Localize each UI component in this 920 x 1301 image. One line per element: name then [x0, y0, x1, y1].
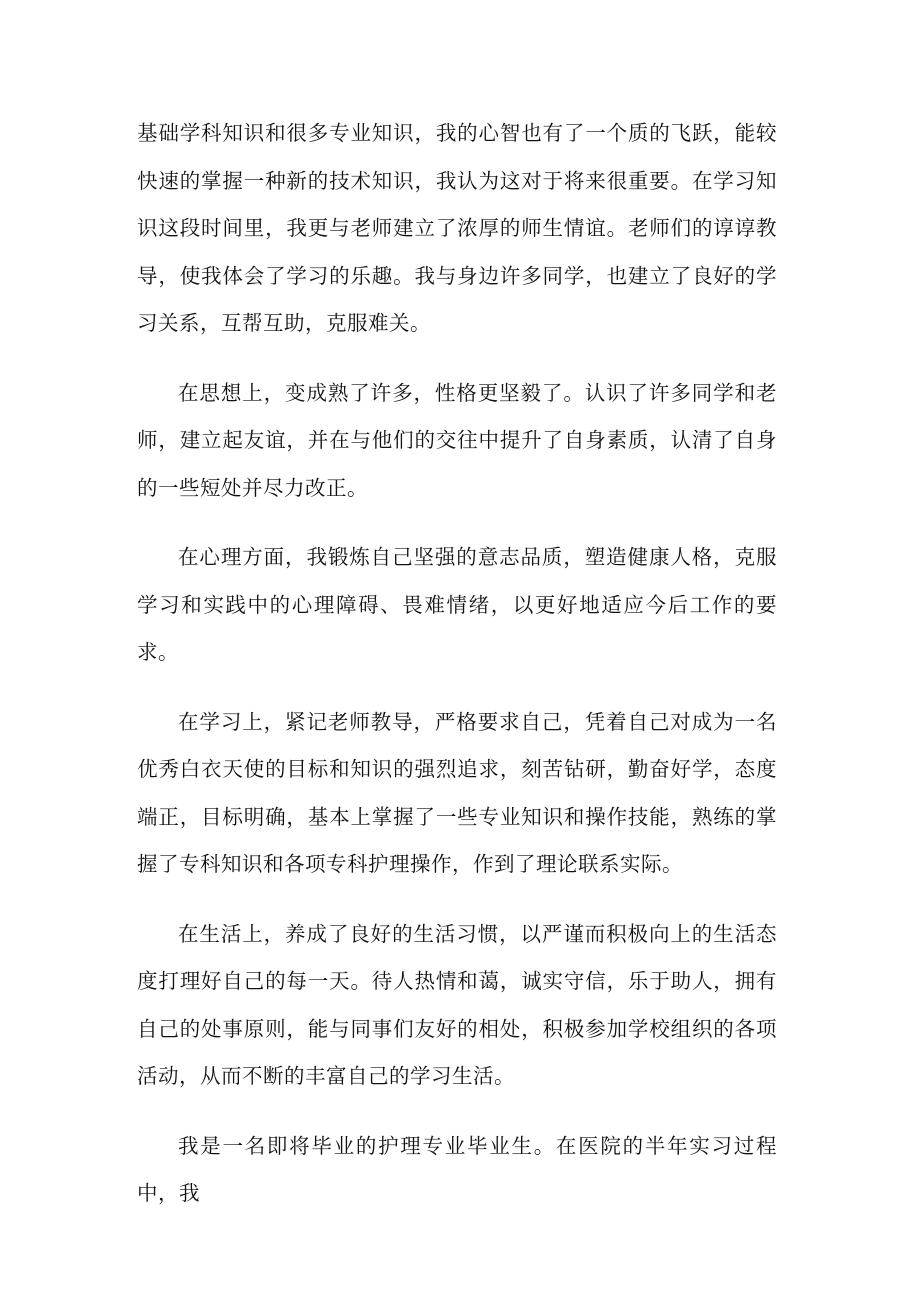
- paragraph-thought: 在思想上，变成熟了许多，性格更坚毅了。认识了许多同学和老师，建立起友谊，并在与他们的交往中提升了自身素质，认清了自身的一些短处并尽力改正。: [137, 380, 777, 500]
- paragraph-intro: 我是一名即将毕业的护理专业毕业生。在医院的半年实习过程中，我: [137, 1133, 777, 1205]
- paragraph-study-gains: 基础学科知识和很多专业知识，我的心智也有了一个质的飞跃，能较快速的掌握一种新的技术知识，我认为这对于将来很重要。在学习知识这段时间里，我更与老师建立了浓厚的师生情谊。老师们的谆谆教导，使我体会了学习的乐趣。我与身边许多同学，也建立了良好的学习关系，互帮互助，克服难关。: [137, 121, 777, 335]
- paragraph-learning: 在学习上，紧记老师教导，严格要求自己，凭着自己对成为一名优秀白衣天使的目标和知识的强烈追求，刻苦钻研，勤奋好学，态度端正，目标明确，基本上掌握了一些专业知识和操作技能，熟练的掌握了专科知识和各项专科护理操作，作到了理论联系实际。: [137, 709, 777, 876]
- paragraph-psychology: 在心理方面，我锻炼自己坚强的意志品质，塑造健康人格，克服学习和实践中的心理障碍、畏难情绪，以更好地适应今后工作的要求。: [137, 545, 777, 664]
- paragraph-life: 在生活上，养成了良好的生活习惯，以严谨而积极向上的生活态度打理好自己的每一天。待人热情和蔼，诚实守信，乐于助人，拥有自己的处事原则，能与同事们友好的相处，积极参加学校组织的各项活动，从而不断的丰富自己的学习生活。: [137, 921, 777, 1088]
- document-body: [137, 110, 777, 1240]
